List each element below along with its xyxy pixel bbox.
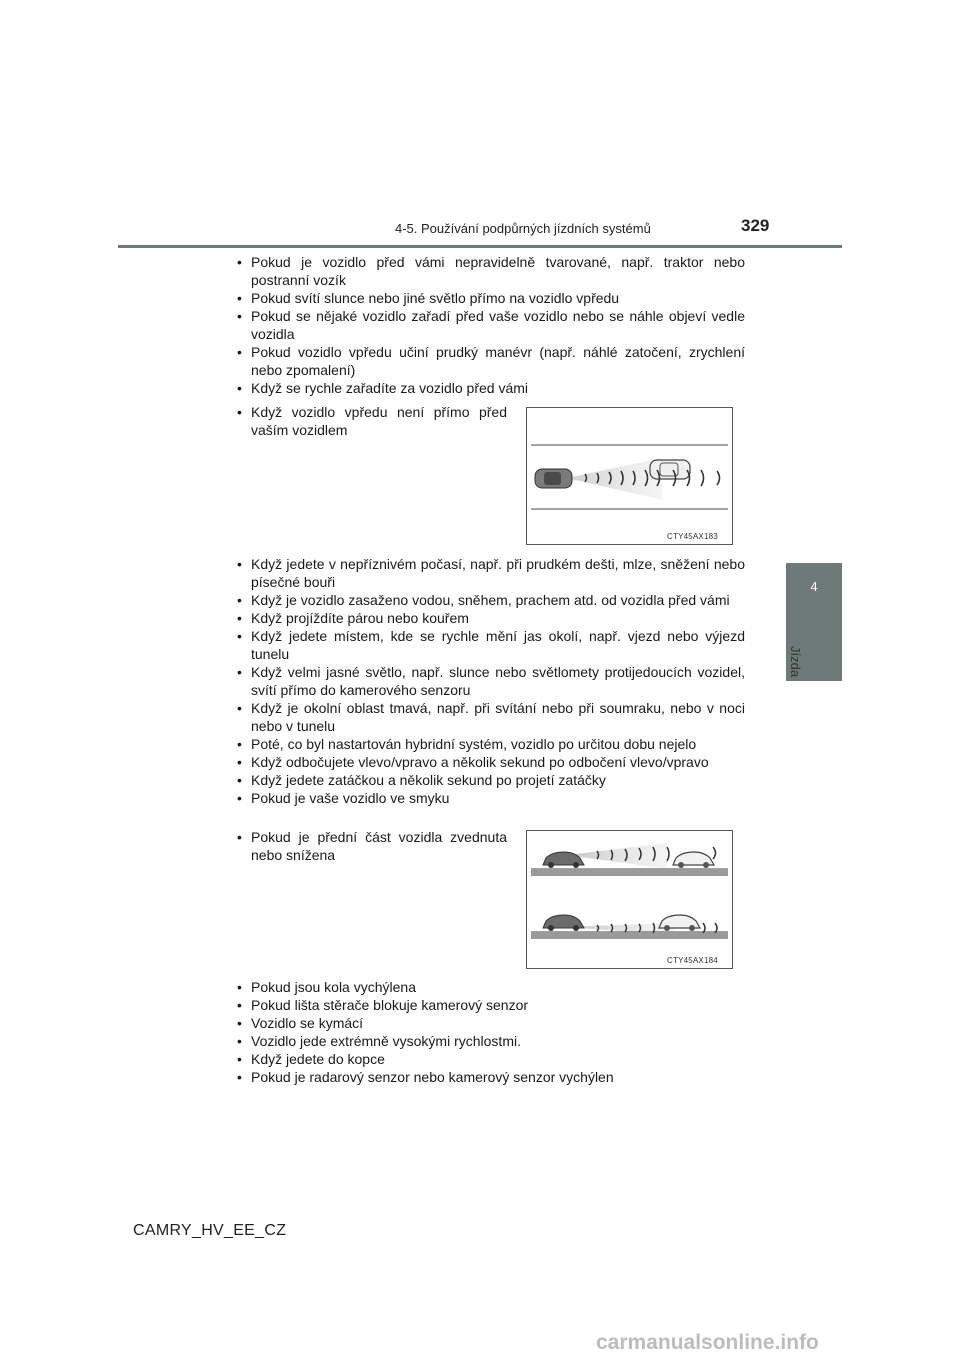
watermark: carmanualsonline.info bbox=[596, 1331, 819, 1354]
list-item-text: Když je okolní oblast tmavá, např. při svítání nebo při soumraku, nebo v noci nebo v tunelu bbox=[251, 700, 745, 734]
list-item-text: Pokud lišta stěrače blokuje kamerový senzor bbox=[251, 997, 529, 1013]
pitch-vehicle-illustration bbox=[527, 831, 732, 968]
chapter-number: 4 bbox=[810, 579, 818, 594]
bullet-icon: • bbox=[237, 1069, 242, 1085]
list-item-text: Když odbočujete vlevo/vpravo a několik sekund po odbočení vlevo/vpravo bbox=[251, 754, 709, 770]
list-item-text: Pokud svítí slunce nebo jiné světlo přímo na vozidlo vpředu bbox=[251, 290, 620, 306]
list-item-text: Pokud jsou kola vychýlena bbox=[251, 979, 416, 995]
bullet-icon: • bbox=[237, 1015, 242, 1031]
offset-vehicle-illustration bbox=[527, 408, 732, 544]
list-item-text: Pokud je vaše vozidlo ve smyku bbox=[251, 790, 450, 806]
bullet-list-middle bbox=[235, 555, 745, 807]
list-item bbox=[235, 403, 507, 439]
list-item bbox=[235, 1068, 745, 1086]
list-item bbox=[235, 253, 745, 289]
list-item bbox=[235, 343, 745, 379]
bullet-list-top bbox=[235, 253, 745, 397]
list-item bbox=[235, 627, 745, 663]
list-item bbox=[235, 1050, 745, 1068]
list-item-text: Pokud se nějaké vozidlo zařadí před vaše vozidlo nebo se náhle objeví vedle vozidla bbox=[251, 308, 745, 342]
list-item bbox=[235, 1032, 745, 1050]
bullet-icon: • bbox=[237, 1033, 242, 1049]
model-code: CAMRY_HV_EE_CZ bbox=[133, 1222, 287, 1239]
bullet-icon: • bbox=[237, 736, 242, 752]
bullet-icon: • bbox=[237, 308, 242, 324]
bullet-icon: • bbox=[237, 829, 242, 845]
list-item-text: Když jedete v nepříznivém počasí, např. při prudkém dešti, mlze, sněžení nebo písečné bouři bbox=[251, 556, 745, 590]
bullet-icon: • bbox=[237, 700, 242, 716]
list-item-text: Poté, co byl nastartován hybridní systém, vozidlo po určitou dobu nejelo bbox=[251, 736, 697, 752]
list-item bbox=[235, 978, 745, 996]
list-item-text: Pokud je přední část vozidla zvednuta nebo snížena bbox=[251, 829, 507, 863]
header-divider bbox=[118, 245, 842, 248]
list-item bbox=[235, 789, 745, 807]
bullet-icon: • bbox=[237, 592, 242, 608]
list-item bbox=[235, 663, 745, 699]
bullet-icon: • bbox=[237, 290, 242, 306]
bullet-icon: • bbox=[237, 628, 242, 644]
bullet-icon: • bbox=[237, 754, 242, 770]
list-item bbox=[235, 289, 745, 307]
list-item bbox=[235, 699, 745, 735]
list-item bbox=[235, 996, 745, 1014]
bullet-icon: • bbox=[237, 772, 242, 788]
list-item-text: Vozidlo jede extrémně vysokými rychlostmi. bbox=[251, 1033, 521, 1049]
list-item-text: Když jedete místem, kde se rychle mění jas okolí, např. vjezd nebo výjezd tunelu bbox=[251, 628, 745, 662]
list-item-text: Když vozidlo vpředu není přímo před vaším vozidlem bbox=[251, 404, 507, 438]
bullet-list-figure1 bbox=[235, 403, 507, 439]
list-item-text: Když projíždíte párou nebo kouřem bbox=[251, 610, 469, 626]
bullet-icon: • bbox=[237, 556, 242, 572]
lead-car-icon bbox=[650, 460, 690, 479]
chapter-label: Jízda bbox=[788, 646, 803, 678]
list-item bbox=[235, 771, 745, 789]
list-item-text: Když velmi jasné světlo, např. slunce nebo světlomety protijedoucích vozidel, svítí přímo do kamerového senzoru bbox=[251, 664, 745, 698]
bullet-icon: • bbox=[237, 997, 242, 1013]
list-item bbox=[235, 1014, 745, 1032]
bullet-icon: • bbox=[237, 664, 242, 680]
list-item bbox=[235, 735, 745, 753]
bullet-list-bottom bbox=[235, 978, 745, 1086]
bullet-icon: • bbox=[237, 380, 242, 396]
bullet-icon: • bbox=[237, 404, 242, 420]
own-car-lower-icon bbox=[543, 915, 584, 931]
bullet-list-figure2 bbox=[235, 828, 507, 864]
list-item-text: Vozidlo se kymácí bbox=[251, 1015, 364, 1031]
list-item bbox=[235, 591, 745, 609]
list-item bbox=[235, 828, 507, 864]
list-item bbox=[235, 609, 745, 627]
figure-code: CTY45AX183 bbox=[667, 532, 718, 541]
section-title: 4-5. Používání podpůrných jízdních systémů bbox=[395, 221, 651, 236]
list-item-text: Když jedete do kopce bbox=[251, 1051, 385, 1067]
list-item-text: Pokud je vozidlo před vámi nepravidelně tvarované, např. traktor nebo postranní vozík bbox=[251, 254, 745, 288]
lead-car-upper-icon bbox=[673, 852, 714, 868]
list-item bbox=[235, 307, 745, 343]
list-item-text: Když je vozidlo zasaženo vodou, sněhem, prachem atd. od vozidla před vámi bbox=[251, 592, 730, 608]
figure-offset-vehicle bbox=[526, 407, 733, 545]
bullet-icon: • bbox=[237, 790, 242, 806]
bullet-icon: • bbox=[237, 254, 242, 270]
bullet-icon: • bbox=[237, 1051, 242, 1067]
page-number: 329 bbox=[741, 216, 770, 235]
list-item bbox=[235, 555, 745, 591]
figure-pitch-vehicle bbox=[526, 830, 733, 969]
list-item-text: Pokud vozidlo vpředu učiní prudký manévr (např. náhlé zatočení, zrychlení nebo zpomalení) bbox=[251, 344, 745, 378]
list-item bbox=[235, 379, 745, 397]
list-item bbox=[235, 753, 745, 771]
bullet-icon: • bbox=[237, 344, 242, 360]
list-item-text: Pokud je radarový senzor nebo kamerový senzor vychýlen bbox=[251, 1069, 614, 1085]
list-item-text: Když jedete zatáčkou a několik sekund po projetí zatáčky bbox=[251, 772, 606, 788]
list-item-text: Když se rychle zařadíte za vozidlo před vámi bbox=[251, 380, 529, 396]
own-car-icon bbox=[535, 469, 572, 488]
figure-code: CTY45AX184 bbox=[667, 956, 718, 965]
lead-car-lower-icon bbox=[659, 915, 700, 931]
bullet-icon: • bbox=[237, 979, 242, 995]
bullet-icon: • bbox=[237, 610, 242, 626]
